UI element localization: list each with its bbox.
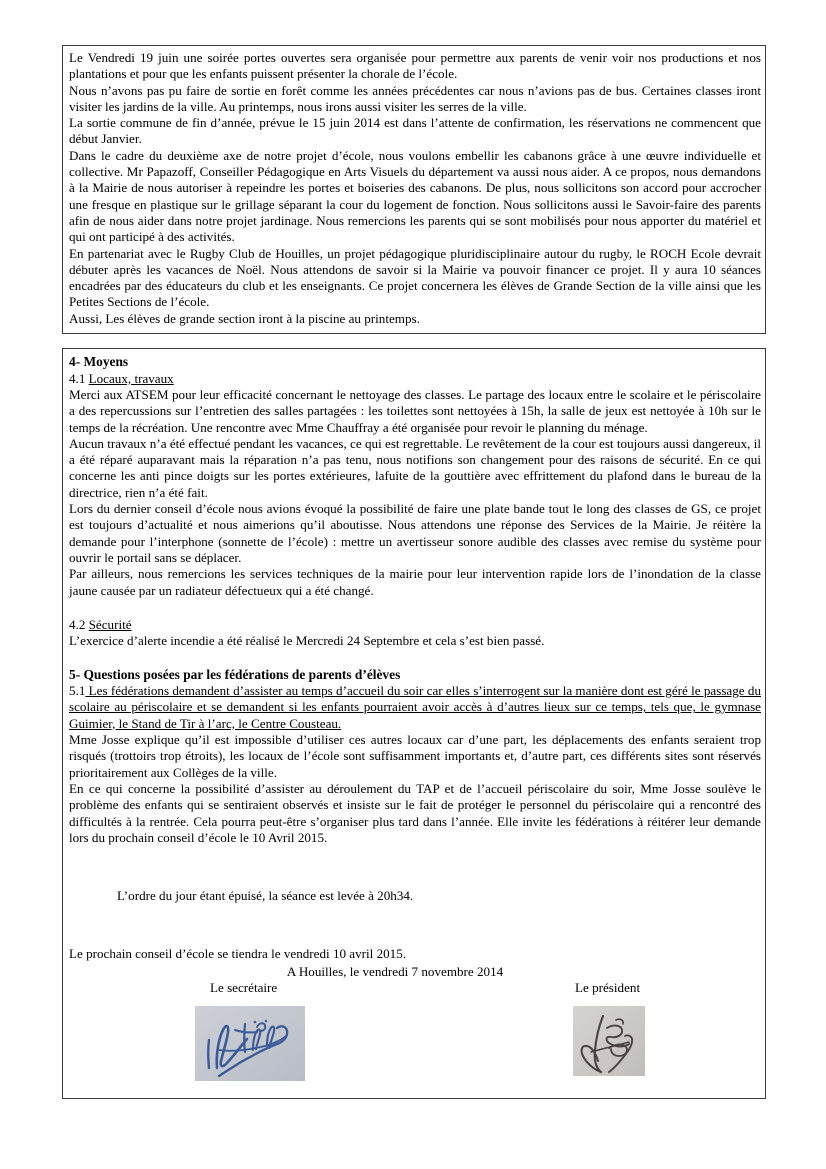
paragraph: Nous n’avons pas pu faire de sortie en forêt comme les années précédentes car nous n’avions pas de bus. Certaines classes iront visiter les jardins de la ville. Au printemps, nous irons aussi visiter les serres de la ville. — [69, 82, 761, 114]
vertical-spacer — [69, 929, 761, 946]
subsection-5-1-underlined — [69, 683, 761, 732]
vertical-spacer — [69, 871, 761, 888]
signatory-labels-row — [69, 980, 761, 1000]
adjournment-line: L’ordre du jour étant épuisé, la séance est levée à 20h34. — [117, 888, 414, 904]
paragraph: La sortie commune de fin d’année, prévue le 15 juin 2014 est dans l’attente de confirmation, les réservations ne commencent que début Janvier. — [69, 115, 761, 147]
place-date-line: A Houilles, le vendredi 7 novembre 2014 — [286, 963, 504, 979]
paragraph: Mme Josse explique qu’il est impossible d’utiliser ces autres locaux car d’une part, les déplacements des enfants seraient trop risqués (trottoirs trop étroits), les locaux de l’école sont suffisamment importants et, d’autre part, ces différents sites sont réservés prioritairement aux Collèges de la ville. — [69, 732, 761, 780]
subsection-number: 4.2 — [69, 616, 89, 632]
vertical-spacer — [69, 649, 761, 666]
paragraph: Aucun travaux n’a été effectué pendant les vacances, ce qui est regrettable. Le revêtement de la cour est toujours aussi dangereux, il a été réparé auparavant mais la réparation n’a pas tenu, nous notifions son changement pour des raisons de sécurité. En ce qui concerne les anti pince doigts sur les portes extérieures, lafuite de la gouttière avec effrittement du plafond dans le bureau de la directrice, rien n’a été fait. — [69, 435, 761, 500]
subsection-underlined-text: Les fédérations demandent d’assister au temps d’accueil du soir car elles s’interrogent sur la manière dont est géré le passage du scolaire au périscolaire et se demandent si les enfants pourraient avoir accès à d’autres lieux sur ce temps, tels que, le gymnase Guimier, le Stand de Tir à l’arc, le Centre Cousteau. — [69, 683, 761, 731]
paragraph: Aussi, Les élèves de grande section iront à la piscine au printemps. — [69, 310, 420, 326]
signature-image-secretaire — [195, 1006, 305, 1081]
activities-text-box — [62, 45, 766, 334]
signatory-label-president: Le président — [575, 979, 641, 995]
paragraph: Dans le cadre du deuxième axe de notre projet d’école, nous voulons embellir les cabanons grâce à une œuvre individuelle et collective. Mr Papazoff, Conseiller Pédagogique en Arts Visuels du département va aussi nous aider. A ce propos, nous demandons à la Mairie de nous autoriser à repeindre les portes et boiseries des cabanons. De plus, nous sollicitons son accord pour accrocher une fresque en plastique sur le grillage séparant la cour du logement de fonction. Nous sollicitons aussi le Savoir-faire des parents afin de nous aider dans notre projet jardinage. Nous remercions les parents qui se sont mobilisés pour nous apporter du matériel et qui ont participé à des activités. — [69, 147, 761, 245]
vertical-spacer — [69, 846, 761, 871]
signature-image-president — [573, 1006, 645, 1076]
subsection-title: Locaux, travaux — [88, 371, 174, 386]
paragraph: Le Vendredi 19 juin une soirée portes ouvertes sera organisée pour permettre aux parents de venir voir nos productions et nos plantations et pour que les enfants puissent présenter la chorale de l’école. — [69, 50, 761, 82]
signature-images-row — [69, 1006, 761, 1088]
paragraph: Merci aux ATSEM pour leur efficacité concernant le nettoyage des classes. Le partage des locaux entre le scolaire et le périscolaire a des repercussions sur l’entretien des salles partagées : les toilettes sont nettoyées à 15h, la salle de jeux est nettoyée à 10h sur le temps de la récréation. Une rencontre avec Mme Chauffray a été organisée pour revoir le planning du ménage. — [69, 387, 761, 435]
subsection-heading-4-2 — [69, 616, 761, 633]
paragraph: Lors du dernier conseil d’école nous avions évoqué la possibilité de faire une plate bande tout le long des classes de GS, ce projet est toujours d’actualité et nous aimerions qu’il aboutisse. Nous attendons une réponse des Services de la Mairie. Je réitère la demande pour l’interphone (sonnette de l’école) : mettre un avertisseur sonore audible des classes avec remise du système pour ouvrir le portail sans se déplacer. — [69, 501, 761, 565]
signatory-label-secretaire: Le secrétaire — [210, 979, 278, 995]
paragraph: L’exercice d’alerte incendie a été réalisé le Mercredi 24 Septembre et cela s’est bien passé. — [69, 632, 545, 648]
paragraph: Par ailleurs, nous remercions les services techniques de la mairie pour leur intervention rapide lors de l’inondation de la classe jaune causée par un radiateur défectueux qui a été changé. — [69, 566, 761, 598]
paragraph: En ce qui concerne la possibilité d’assister au déroulement du TAP et de l’accueil périscolaire du soir, Mme Josse soulève le problème des enfants qui se sentiraient observés et insiste sur le fait de protéger le personnel du périscolaire qui a rencontré des difficultés à la rentrée. Cela pourra peut-être s’organiser plus tard dans l’année. Elle invite les fédérations à réitérer leur demande lors du prochain conseil d’école le 10 Avril 2015. — [69, 780, 761, 845]
vertical-spacer — [69, 599, 761, 616]
subsection-number: 4.1 — [69, 371, 89, 386]
main-text-box — [62, 348, 766, 1099]
subsection-number: 5.1 — [69, 683, 86, 699]
paragraph: En partenariat avec le Rugby Club de Houilles, un projet pédagogique pluridisciplinaire autour du rugby, le ROCH Ecole devrait débuter après les vacances de Noël. Nous attendons de savoir si la Mairie va pouvoir financer ce projet. Il y aura 10 séances encadrées par des éducateurs du club et les enseignants. Ce projet concernera les élèves de Grande Section de la ville ainsi que les Petites Sections de l’école. — [69, 245, 761, 310]
section-heading-5: 5- Questions posées par les fédérations de parents d’élèves — [69, 667, 401, 683]
subsection-heading-4-1 — [69, 370, 761, 387]
vertical-spacer — [69, 904, 761, 929]
next-meeting-line: Le prochain conseil d’école se tiendra le vendredi 10 avril 2015. — [69, 946, 407, 962]
section-heading-4: 4- Moyens — [69, 354, 129, 369]
subsection-title: Sécurité — [88, 616, 132, 632]
